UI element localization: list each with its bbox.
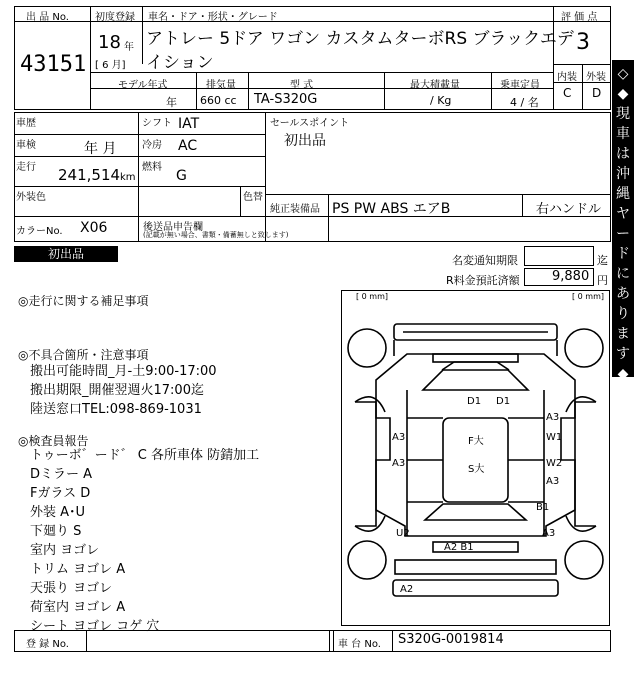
displacement-value: 660 cc [200,94,237,107]
defects-title: ◎不具合箇所・注意事項 [18,348,149,362]
lot-number: 43151 [20,52,87,77]
running-notes-title: ◎走行に関する補足事項 [18,294,149,308]
load-label: 最大積載量 [410,80,460,91]
history-label: 車歴 [16,118,36,129]
car-name-label: 車名・ドア・形状・グレード [148,12,278,23]
equipment-value: PS PW ABS エアB [332,201,451,217]
inspector-line: Dミラー A [30,467,93,482]
damage-mark-d1-left: D1 [467,396,482,407]
reg-year-unit: 年 [124,42,134,53]
score-label: 評 価 点 [561,12,598,23]
chassis-label: 車 台 No. [338,639,381,650]
after-box-note: (記載が無い場合、書類・備蓄無しと致します) [143,231,289,239]
inspector-line: トゥーボ゛ード゛ C 各所車体 防錆加工 [30,448,260,463]
r-fee-value: 9,880 [552,269,590,284]
type-label: 型 式 [290,80,314,91]
inspection-value: 年 月 [84,141,117,157]
damage-mark-u2: U2 [396,528,410,539]
inspector-line: 室内 ヨゴレ [30,543,100,558]
damage-mark-b1-right: B1 [536,502,550,513]
inspector-lines [30,446,259,636]
okinawa-yard-banner [612,60,634,382]
car-name-line1: アトレー 5ドア ワゴン カスタムターボRS ブラックエデ [146,29,574,49]
damage-mark-f-big: F大 [468,436,484,447]
damage-mark-w2: W2 [546,458,563,469]
name-change-label: 名変通知期限 [452,254,518,267]
model-year-unit: 年 [166,96,177,109]
model-year-label: モデル年式 [118,80,168,91]
inspector-line: トリム ヨゴレ A [30,562,126,577]
capacity-value: 4 / 名 [510,96,539,109]
sales-point-label: セールスポイント [270,118,350,129]
fuel-value: G [176,168,187,184]
banner-char: 沖 [616,166,630,182]
exterior-grade: D [592,86,602,100]
load-value: / Kg [430,94,452,107]
chassis-value: S320G-0019814 [398,632,504,647]
color-no-value: X06 [80,220,108,236]
inspector-line: 下廻り S [30,524,82,539]
banner-char: ー [616,226,630,242]
damage-mark-a3-front-right: A3 [546,412,560,423]
mileage-label: 走行 [16,162,36,173]
damage-mark-d1-right: D1 [496,396,511,407]
mileage-unit: km [120,172,136,183]
fuel-label: 燃料 [142,162,162,173]
ac-value: AC [178,138,198,154]
first-reg-label: 初度登録 [95,12,135,23]
banner-char: ◆ [617,86,629,102]
defect-lines [30,362,217,419]
shift-label: シフト [142,118,172,129]
banner-char: 縄 [616,186,630,202]
inspector-line: 荷室内 ヨゴレ A [30,600,126,615]
inspection-label: 車検 [16,140,36,151]
interior-grade: C [563,86,572,100]
banner-char: ド [616,246,630,262]
displacement-label: 排気量 [206,80,236,91]
registration-label: 登 録 No. [26,639,69,650]
color-no-label: カラーNo. [16,226,63,237]
score-value: 3 [576,30,590,55]
banner-char: り [616,306,630,322]
banner-char: に [616,266,630,282]
mileage-value: 241,514 [58,166,121,184]
handle-value: 右ハンドル [536,202,602,217]
inspector-line: 天張り ヨゴレ [30,581,113,596]
banner-char: は [616,146,630,162]
damage-mark-w1: W1 [546,432,563,443]
banner-char: ◇ [617,66,629,82]
reg-year: 18 [98,32,121,53]
damage-mark-a3-rear-right: A3 [546,476,560,487]
damage-mark-a2-b1-rear: A2 B1 [444,542,474,553]
first-listing-badge: 初出品 [14,246,118,262]
capacity-label: 乗車定員 [500,80,540,91]
defect-line: 搬出可能時間_月-土9:00-17:00 [30,364,217,379]
inspector-line: 外装 A･U [30,505,86,520]
car-diagram [341,290,610,626]
banner-char: あ [616,286,630,302]
r-fee-unit: 円 [597,274,608,287]
banner-char: ヤ [616,206,630,222]
banner-char: 現 [616,106,630,122]
defect-line: 陸送窓口TEL:098-869-1031 [30,402,202,417]
sales-point-text: 初出品 [284,133,326,149]
type-value: TA-S320G [254,92,318,107]
banner-char: す [616,346,630,362]
color-change-label: 色替 [243,192,263,203]
damage-mark-a3-front-left: A3 [392,432,406,443]
damage-mark-a3-quarter: A3 [542,528,556,539]
inspector-title: ◎検査員報告 [18,434,89,448]
name-change-box [524,246,594,266]
after-box-label: 後送品申告欄 [143,222,203,233]
damage-mark-a3-rear-left: A3 [392,458,406,469]
equipment-label: 純正装備品 [270,204,320,215]
car-name-line2: イション [146,53,214,73]
banner-char: ◆ [617,366,629,382]
banner-char: ま [616,326,630,342]
shift-value: IAT [178,116,200,132]
lot-label: 出 品 No. [26,12,69,23]
tire-front-left-depth: [ 0 mm] [356,292,389,301]
name-change-unit: 迄 [597,254,608,267]
interior-label: 内装 [557,72,577,83]
defect-line: 搬出期限_開催翌週火17:00迄 [30,383,204,398]
damage-mark-a2-bumper: A2 [400,584,414,595]
ac-label: 冷房 [142,140,162,151]
exterior-label: 外装 [586,72,606,83]
tire-front-right-depth: [ 0 mm] [572,292,605,301]
banner-char: 車 [616,126,630,142]
ext-color-label: 外装色 [16,192,46,203]
reg-month: [ 6 月] [95,60,126,71]
inspector-line: Fガラス D [30,486,91,501]
inspector-line: シート ヨゴレ コゲ 穴 [30,619,160,634]
damage-mark-s-big: S大 [468,464,485,475]
r-fee-label: R料金預託済額 [446,274,520,287]
